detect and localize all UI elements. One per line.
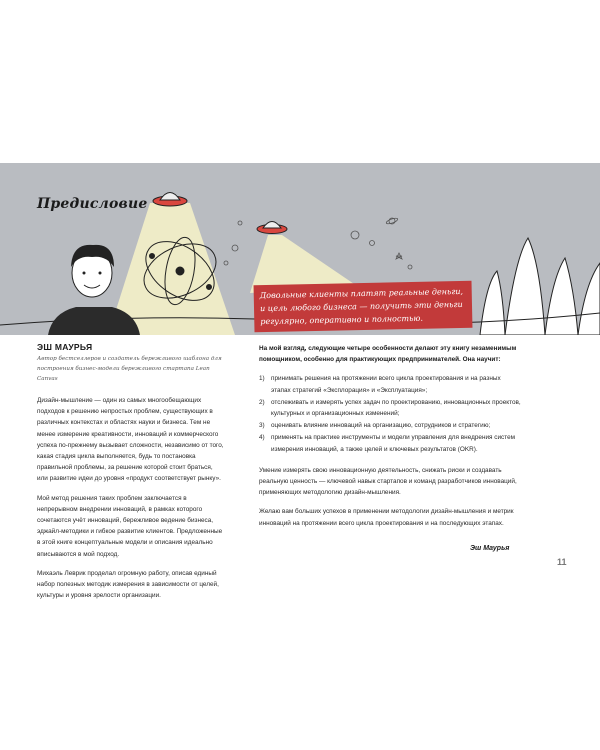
- feature-list: [259, 373, 521, 454]
- list-item: 2) отслеживать и измерять успех задач по проектированию, инновационных проектов, культурных и организационных изменений;: [259, 398, 521, 418]
- left-column: [37, 395, 225, 609]
- paragraph: Дизайн-мышление — один из самых многообещающих подходов к решению непростых проблем, существующих в различных контекстах и областях науки и бизнеса. Тем не менее измерение креативности, инноваций и коммерческого успеха по-прежнему вызывает сложности, независимо от того, какая стадия цикла выполняется, будь то постановка правильной проблемы, за решение которой стоит браться, или развитие идеи до уровня «продукт соответствует рынку».: [37, 397, 224, 483]
- list-item: 1) принимать решения на протяжении всего цикла проектирования и на разных этапах стратегий «Эксплорация» и «Эксплуатация»;: [259, 375, 501, 394]
- list-item: 3) оценивать влияние инноваций на организацию, сотрудников и стратегию;: [259, 422, 491, 430]
- ufo-icon: [257, 222, 287, 234]
- header-banner: [0, 163, 600, 335]
- author-name: ЭШ МАУРЬЯ: [37, 342, 93, 352]
- paragraph: Мой метод решения таких проблем заключается в непрерывном внедрении инноваций, в рамках которого сочетаются учёт инноваций, бережливое ведение бизнеса, эджайл-методики и гибкое развитие клиентов. Предложенные в этой книге концептуальные модели и описания идеально вписываются в мой подход.: [37, 494, 223, 558]
- pull-quote: Довольные клиенты платят реальные деньги, и цель любого бизнеса — получить эти деньги регулярно, оперативно и полностью.: [254, 281, 473, 333]
- list-item: 4) применять на практике инструменты и модели управления для внедрения систем измерения инноваций, а также целей и ключевых результатов (OKR).: [259, 434, 516, 453]
- trees-illustration: [480, 238, 600, 335]
- author-description: Автор бестселлеров и создатель бережливого шаблона для построения бизнес-модели бережливого стартапа Lean Canvas: [37, 356, 222, 382]
- signature: Эш Маурья: [470, 545, 510, 552]
- page-title: Предисловие: [37, 196, 148, 212]
- lead-paragraph: На мой взгляд, следующие четыре особенности делают эту книгу незаменимым помощником, особенно для практикующих предпринимателей. Она научит:: [259, 345, 517, 364]
- ufo-icon: [153, 193, 187, 207]
- paragraph: Желаю вам больших успехов в применении методологии дизайн-мышления и метрик инноваций на протяжении всего цикла проектирования и на последующих этапах.: [259, 508, 514, 527]
- paragraph: Умение измерять свою инновационную деятельность, снижать риски и создавать реальную ценность — ключевой навык стартапов и команд разработчиков инноваций, применяющих методологию дизайн-мышления.: [259, 466, 517, 497]
- paragraph: Михаэль Леврик проделал огромную работу, описав единый набор полезных методик измерения в зависимости от целей, культуры и уровня зрелости организации.: [37, 569, 219, 600]
- page-number: 11: [557, 557, 567, 567]
- right-column: [259, 343, 521, 537]
